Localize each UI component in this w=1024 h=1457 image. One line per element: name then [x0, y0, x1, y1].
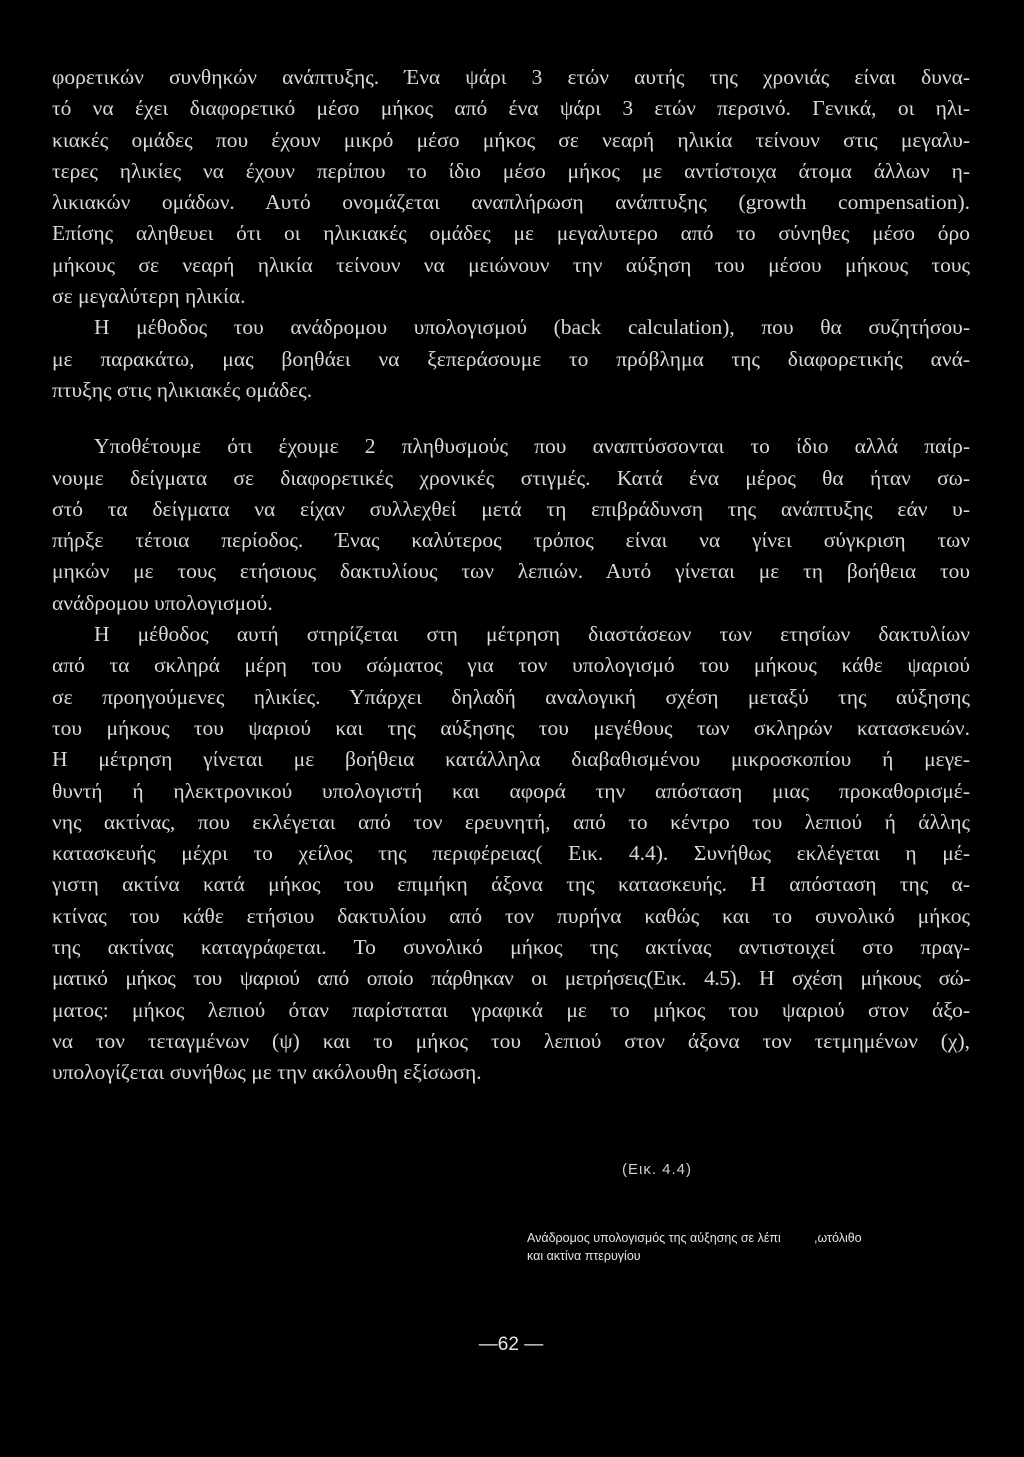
text-line: πτυξης στις ηλικιακές ομάδες.	[52, 377, 313, 402]
text-line: τερες ηλικίες να έχουν περίπου το ίδιο μέσο μήκος με αντίστοιχα άτομα άλλων η-	[52, 158, 970, 183]
text-line: Η μέθοδος αυτή στηρίζεται στη μέτρηση διαστάσεων των ετησίων δακτυλίων	[94, 622, 970, 647]
text-line: λικιακών ομάδων. Αυτό ονομάζεται αναπλήρωση ανάπτυξης (growth compensation).	[52, 190, 970, 215]
text-line: θυντή ή ηλεκτρονικού υπολογιστή και αφορά την απόσταση μιας προκαθορισμέ-	[52, 778, 970, 803]
text-line: με παρακάτω, μας βοηθάει να ξεπεράσουμε το πρόβλημα της διαφορετικής ανά-	[52, 346, 970, 371]
text-line: ανάδρομου υπολογισμού.	[52, 590, 273, 615]
paragraph-3	[52, 431, 970, 619]
text-line: τό να έχει διαφορετικό μέσο μήκος από ένα ψάρι 3 ετών περσινό. Γενικά, οι ηλι-	[52, 96, 970, 121]
text-line: υπολογίζεται συνήθως με την ακόλουθη εξίσωση.	[52, 1060, 482, 1085]
text-line: κατασκευής μέχρι το χείλος της περιφέρειας( Εικ. 4.4). Συνήθως εκλέγεται η μέ-	[52, 841, 970, 866]
text-line: στό τα δείγματα να είχαν συλλεχθεί μετά τη επιβράδυνση της ανάπτυξης εάν υ-	[52, 496, 970, 521]
text-line: Η μέτρηση γίνεται με βοήθεια κατάλληλα διαβαθισμένου μικροσκοπίου ή μεγε-	[52, 747, 970, 772]
page-number: —62 —	[478, 1334, 544, 1355]
paragraph-gap	[52, 406, 970, 431]
caption-text-left: Ανάδρομος υπολογισμός της αύξησης σε λέπι	[527, 1231, 781, 1245]
text-line: μήκους σε νεαρή ηλικία τείνουν να μειώνουν την αύξηση του μέσου μήκους τους	[52, 252, 970, 277]
caption-line-2: και ακτίνα πτερυγίου	[527, 1249, 641, 1263]
page-body	[52, 62, 970, 1089]
figure-caption	[527, 1229, 887, 1265]
text-line: Επίσης αληθευει ότι οι ηλικιακές ομάδες με μεγαλυτερο από το σύνηθες μέσο όρο	[52, 221, 970, 246]
text-line: πήρξε τέτοια περίοδος. Ένας καλύτερος τρόπος είναι να γίνει σύγκριση των	[52, 528, 970, 553]
text-line: κτίνας του κάθε ετήσιου δακτυλίου από τον πυρήνα καθώς και το συνολικό μήκος	[52, 903, 970, 928]
text-line: κιακές ομάδες που έχουν μικρό μέσο μήκος σε νεαρή ηλικία τείνουν στις μεγαλυ-	[52, 127, 970, 152]
text-line: νης ακτίνας, που εκλέγεται από τον ερευνητή, από το κέντρο του λεπιού ή άλλης	[52, 809, 970, 834]
footer	[52, 1334, 970, 1364]
text-line: ματικό μήκος του ψαριού από οποίο πάρθηκαν οι μετρήσεις(Εικ. 4.5). Η σχέση μήκους σώ-	[52, 966, 970, 991]
paragraph-4	[52, 619, 970, 1088]
text-line: Υποθέτουμε ότι έχουμε 2 πληθυσμούς που αναπτύσσονται το ίδιο αλλά παίρ-	[94, 434, 970, 459]
text-line: να τον τεταγμένων (ψ) και το μήκος του λεπιού στον άξονα τον τετμημένων (χ),	[52, 1028, 970, 1053]
text-line: του μήκους του ψαριού και της αύξησης του μεγέθους των σκληρών κατασκευών.	[52, 715, 970, 740]
text-line: μηκών με τους ετήσιους δακτυλίους των λεπιών. Αυτό γίνεται με τη βοήθεια του	[52, 559, 970, 584]
caption-text-right: ,ωτόλιθο	[814, 1231, 862, 1245]
figure-label: (Εικ. 4.4)	[622, 1161, 693, 1178]
paragraph-2	[52, 312, 970, 406]
text-line: σε μεγαλύτερη ηλικία.	[52, 284, 246, 309]
text-line: φορετικών συνθηκών ανάπτυξης. Ένα ψάρι 3 ετών αυτής της χρονιάς είναι δυνα-	[52, 65, 970, 89]
text-line: ματος: μήκος λεπιού όταν παρίσταται γραφικά με το μήκος του ψαριού στον άξο-	[52, 997, 970, 1022]
caption-line-1	[527, 1229, 887, 1247]
text-line: γιστη ακτίνα κατά μήκος του επιμήκη άξονα της κατασκευής. Η απόσταση της α-	[52, 872, 970, 897]
text-line: σε προηγούμενες ηλικίες. Υπάρχει δηλαδή αναλογική σχέση μεταξύ της αύξησης	[52, 684, 970, 709]
text-line: νουμε δείγματα σε διαφορετικές χρονικές στιγμές. Κατά ένα μέρος θα ήταν σω-	[52, 465, 970, 490]
paragraph-1	[52, 62, 970, 312]
text-line: της ακτίνας καταγράφεται. Το συνολικό μήκος της ακτίνας αντιστοιχεί στο πραγ-	[52, 935, 970, 960]
text-line: Η μέθοδος του ανάδρομου υπολογισμού (back calculation), που θα συζητήσου-	[94, 315, 970, 340]
text-line: από τα σκληρά μέρη του σώματος για τον υπολογισμό του μήκους κάθε ψαριού	[52, 653, 970, 678]
